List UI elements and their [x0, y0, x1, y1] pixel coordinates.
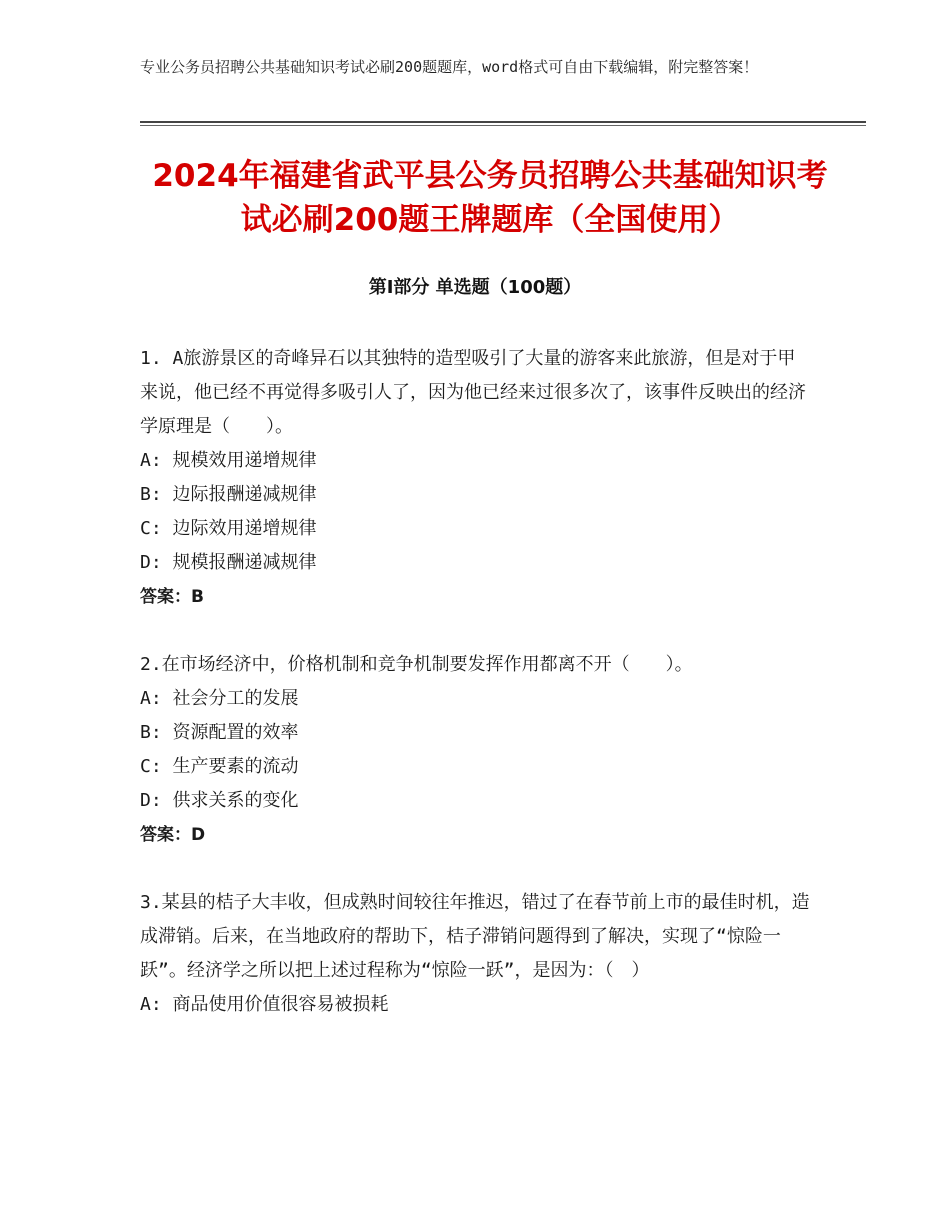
answer: 答案：B — [140, 587, 204, 607]
option-a: A: 社会分工的发展 — [140, 688, 299, 709]
question-stem: 2.在市场经济中，价格机制和竞争机制要发挥作用都离不开（ ）。 — [140, 654, 693, 675]
header-rule-thin — [140, 125, 866, 126]
option-a: A: 商品使用价值很容易被损耗 — [140, 994, 389, 1015]
option-b: B: 边际报酬递减规律 — [140, 484, 317, 505]
option-d: D: 规模报酬递减规律 — [140, 552, 317, 573]
option-c: C: 边际效用递增规律 — [140, 518, 317, 539]
answer: 答案：D — [140, 825, 206, 845]
question-list — [140, 342, 810, 1022]
option-b: B: 资源配置的效率 — [140, 722, 299, 743]
spacer — [140, 852, 810, 886]
question-stem: 3.某县的桔子大丰收，但成熟时间较往年推迟，错过了在春节前上市的最佳时机，造成滞销。后来，在当地政府的帮助下，桔子滞销问题得到了解决，实现了“惊险一跃”。经济学之所以把上述过程称为“惊险一跃”，是因为：（ ） — [140, 892, 810, 981]
question-2 — [140, 648, 810, 852]
document-title: 2024年福建省武平县公务员招聘公共基础知识考试必刷200题王牌题库（全国使用） — [152, 158, 828, 238]
option-a: A: 规模效用递增规律 — [140, 450, 317, 471]
section-heading: 第Ⅰ部分 单选题（100题） — [368, 277, 582, 298]
option-c: C: 生产要素的流动 — [140, 756, 299, 777]
question-stem: 1. A旅游景区的奇峰异石以其独特的造型吸引了大量的游客来此旅游，但是对于甲来说，他已经不再觉得多吸引人了，因为他已经来过很多次了，该事件反映出的经济学原理是（ ）。 — [140, 348, 806, 437]
option-d: D: 供求关系的变化 — [140, 790, 299, 811]
question-1 — [140, 342, 810, 614]
header-rule-thick — [140, 121, 866, 123]
header-note: 专业公务员招聘公共基础知识考试必刷200题题库，word格式可自由下载编辑，附完整答案！ — [140, 58, 759, 76]
spacer — [140, 614, 810, 648]
question-3 — [140, 886, 810, 1022]
